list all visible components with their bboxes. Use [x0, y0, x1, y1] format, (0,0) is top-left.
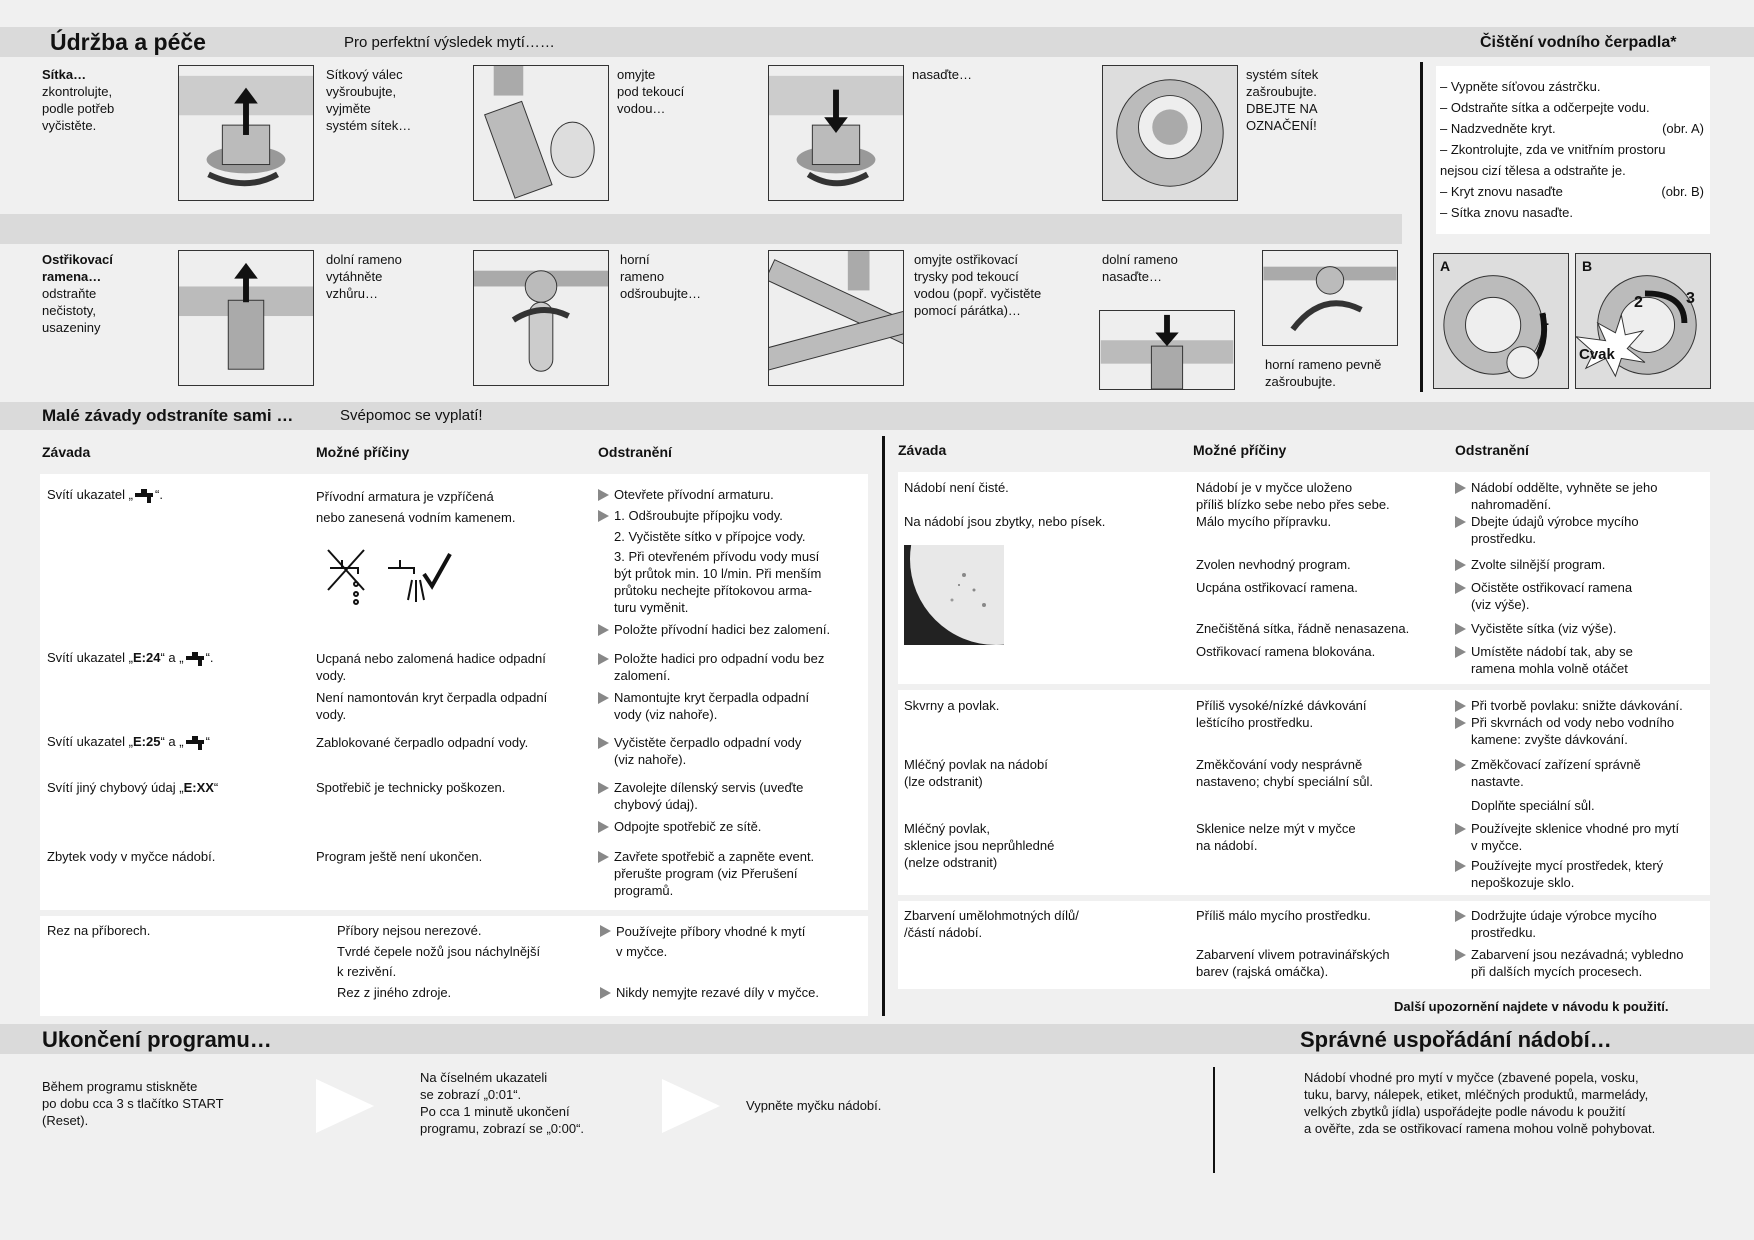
faucet-icon [184, 652, 206, 666]
arms-step2-text: horní rameno odšroubujte… [620, 252, 701, 301]
bottom-divider-line [1213, 1067, 1215, 1173]
pump-step: – Sítka znovu nasaďte. [1440, 205, 1574, 220]
upper-arm-screw-image [1262, 250, 1398, 346]
right-b-fault3: Mléčný povlak, sklenice jsou neprůhledné (nelze odstranit) [904, 821, 1055, 870]
pump-label-a: A [1440, 258, 1451, 274]
right-col-remedy-header: Odstranění [1455, 442, 1529, 458]
right-a-remedy4: Očistěte ostřikovací ramena (viz výše). [1455, 579, 1632, 613]
fault-row1-remedy1: Otevřete přívodní armaturu. [598, 486, 774, 503]
arrangement-title: Správné uspořádání nádobí… [1300, 1027, 1612, 1052]
end-program-title: Ukončení programu… [42, 1027, 272, 1052]
right-b-remedy4: Doplňte speciální sůl. [1471, 798, 1595, 813]
fault-row2-remedy2: Namontujte kryt čerpadla odpadní vody (viz nahoře). [598, 689, 809, 723]
pump-title: Čištění vodního čerpadla* [1480, 34, 1677, 51]
right-b-fault1: Skvrny a povlak. [904, 698, 1000, 713]
fault-row6-cause: Příbory nejsou nerezové. Tvrdé čepele nožů jsou náchylnější k rezivění. Rez z jiného zdroje. [337, 923, 541, 1000]
fault-row1-cause: Přívodní armatura je vzpříčená nebo zanesená vodním kamenem. [316, 489, 516, 525]
fault-row1-remedy2: 1. Odšroubujte přípojku vody. [598, 507, 783, 524]
filters-step1-text: Sítkový válec vyšroubujte, vyjměte systém sítek… [326, 67, 412, 133]
pump-click-label: Cvak [1579, 346, 1615, 363]
pump-step: – Zkontrolujte, zda ve vnitřním prostoru [1440, 142, 1666, 157]
pump-step: – Nadzvedněte kryt. (obr. A) [1440, 121, 1704, 136]
right-a-remedy5: Vyčistěte sítka (viz výše). [1455, 620, 1616, 637]
page-subtitle: Pro perfektní výsledek mytí…… [344, 34, 555, 51]
right-b-remedy1: Při tvorbě povlaku: snižte dávkování. [1455, 697, 1683, 714]
right-b-remedy3: Změkčovací zařízení správně nastavte. [1455, 756, 1641, 790]
left-col-cause-header: Možné příčiny [316, 444, 410, 460]
pump-num-1: 1 [1540, 312, 1549, 329]
page-title: Údržba a péče [50, 29, 206, 55]
further-notes: Další upozornění najdete v návodu k použití. [1394, 999, 1669, 1014]
faucet-closed-open-icons [320, 544, 454, 606]
fault-row2-fault: Svítí ukazatel „E:24“ a „ “. [47, 650, 214, 665]
fault-row6-remedy2: Nikdy nemyjte rezavé díly v myčce. [600, 984, 819, 1001]
fault-row1-remedy2b: 2. Vyčistěte sítko v přípojce vody. [614, 529, 806, 544]
pump-step: – Kryt znovu nasaďte (obr. B) [1440, 184, 1704, 199]
lower-arm-insert-image [1099, 310, 1235, 390]
filters-intro-text: zkontrolujte, podle potřeb vyčistěte. [42, 84, 115, 133]
fault-row4-remedy1: Zavolejte dílenský servis (uveďte chybový údaj). [598, 779, 803, 813]
right-a-cause5: Znečištěná sítka, řádně nenasazena. [1196, 621, 1410, 636]
fault-row5-fault: Zbytek vody v myčce nádobí. [47, 849, 216, 864]
right-b-remedy2: Při skvrnách od vody nebo vodního kamene: zvyšte dávkování. [1455, 714, 1674, 748]
fault-row1-fault: Svítí ukazatel „ “. [47, 487, 163, 502]
row-divider-band [0, 214, 1402, 244]
right-c-cause1: Příliš málo mycího prostředku. [1196, 908, 1371, 923]
arms-step4-text: dolní rameno nasaďte… [1102, 252, 1178, 284]
right-b-fault2: Mléčný povlak na nádobí (lze odstranit) [904, 757, 1048, 789]
faucet-icon [133, 489, 155, 503]
faucet-icon [184, 736, 206, 750]
end-program-step3: Vypněte myčku nádobí. [746, 1098, 882, 1113]
arms-step1-text: dolní rameno vytáhněte vzhůru… [326, 252, 402, 301]
right-a-cause6: Ostřikovací ramena blokována. [1196, 644, 1376, 659]
right-b-cause3: Sklenice nelze mýt v myčce na nádobí. [1196, 821, 1356, 853]
right-a-remedy2: Dbejte údajů výrobce mycího prostředku. [1455, 513, 1639, 547]
right-b-cause1: Příliš vysoké/nízké dávkování leštícího prostředku. [1196, 698, 1367, 730]
filter-remove-image [178, 65, 314, 201]
right-b-remedy5: Používejte sklenice vhodné pro mytí v myčce. [1455, 820, 1679, 854]
fault-row1-remedy3: Položte přívodní hadici bez zalomení. [598, 621, 830, 638]
pump-num-3: 3 [1686, 290, 1695, 307]
arrow-right-icon [662, 1079, 720, 1133]
fault-row6-fault: Rez na příborech. [47, 923, 151, 938]
right-a-cause1: Nádobí je v myčce uloženo příliš blízko sebe nebo přes sebe. [1196, 480, 1390, 512]
pump-label-b: B [1582, 258, 1593, 274]
left-col-fault-header: Závada [42, 444, 91, 460]
right-c-remedy1: Dodržujte údaje výrobce mycího prostředku. [1455, 907, 1657, 941]
right-a-remedy1: Nádobí oddělte, vyhněte se jeho nahromadění. [1455, 479, 1657, 513]
pump-step: nejsou cizí tělesa a odstraňte je. [1440, 163, 1626, 178]
right-a-cause4: Ucpána ostřikovací ramena. [1196, 580, 1358, 595]
right-a-cause2: Málo mycího přípravku. [1196, 514, 1332, 529]
fault-row2-cause1: Ucpaná nebo zalomená hadice odpadní vody. [316, 651, 546, 683]
pump-steps-list [1440, 78, 1704, 225]
right-col-fault-header: Závada [898, 442, 947, 458]
right-a-cause3: Zvolen nevhodný program. [1196, 557, 1351, 572]
filters-intro-title: Sítka… [42, 67, 87, 82]
arms-step5-text: horní rameno pevně zašroubujte. [1265, 357, 1382, 389]
fault-row4-fault: Svítí jiný chybový údaj „E:XX“ [47, 780, 219, 795]
fault-row2-remedy1: Položte hadici pro odpadní vodu bez zalomení. [598, 650, 824, 684]
arms-intro-title: Ostřikovací ramena… [42, 252, 113, 284]
end-program-step1: Během programu stiskněte po dobu cca 3 s tlačítko START (Reset). [42, 1079, 224, 1128]
right-b-cause2: Změkčování vody nesprávně nastaveno; chybí speciální sůl. [1196, 757, 1374, 789]
arrow-right-icon [316, 1079, 374, 1133]
arrangement-text: Nádobí vhodné pro mytí v myčce (zbavené popela, vosku, tuku, barvy, nálepek, etiket, mléčných produktů, marmelády, velkých zbytků jídla) uspořádejte podle návodu k použití a ověřte, zda se ostřikovací ramena mohou volně pohybovat. [1304, 1070, 1656, 1136]
fault-row6-remedy1: Používejte příbory vhodné k mytí v myčce. [600, 922, 805, 962]
right-a-remedy3: Zvolte silnější program. [1455, 556, 1605, 573]
filters-step3-text: nasaďte… [912, 67, 973, 82]
pump-step: – Odstraňte sítka a odčerpejte vodu. [1440, 100, 1650, 115]
end-program-step2: Na číselném ukazateli se zobrazí „0:01“. Po cca 1 minutě ukončení programu, zobrazí se „0:00“. [420, 1070, 585, 1136]
fault-row3-remedy: Vyčistěte čerpadlo odpadní vody (viz nahoře). [598, 734, 801, 768]
filters-step4-text: systém sítek zašroubujte. DBEJTE NA OZNAČENÍ! [1246, 67, 1319, 133]
right-a-remedy6: Umístěte nádobí tak, aby se ramena mohla volně otáčet [1455, 643, 1633, 677]
right-col-cause-header: Možné příčiny [1193, 442, 1287, 458]
faults-center-divider [882, 436, 885, 1016]
right-a-fault1: Nádobí není čisté. [904, 480, 1009, 495]
right-c-remedy2: Zabarvení jsou nezávadná; vybledno při dalších mycích procesech. [1455, 946, 1683, 980]
fault-row2-cause2: Není namontován kryt čerpadla odpadní vody. [316, 690, 548, 722]
upper-arm-unscrew-image [473, 250, 609, 386]
right-c-cause2: Zabarvení vlivem potravinářských barev (rajská omáčka). [1196, 947, 1390, 979]
pump-num-2: 2 [1634, 294, 1643, 311]
fault-row1-remedy2c: 3. Při otevřeném přívodu vody musí být průtok min. 10 l/min. Při menším průtoku nechejte přítokovou arma- turu vyměnit. [614, 549, 822, 615]
arms-step3-text: omyjte ostřikovací trysky pod tekoucí vodou (popř. vyčistěte pomocí párátka)… [914, 252, 1042, 318]
pump-cover-lift-image [1433, 253, 1569, 389]
faults-subtitle: Svépomoc se vyplatí! [340, 407, 483, 424]
pump-divider-line [1420, 62, 1423, 392]
fault-row3-cause: Zablokované čerpadlo odpadní vody. [316, 735, 529, 750]
pump-step: – Vypněte síťovou zástrčku. [1440, 79, 1601, 94]
pump-cover-replace-image [1575, 253, 1711, 389]
fault-row4-cause: Spotřebič je technicky poškozen. [316, 780, 506, 795]
fault-row4-remedy2: Odpojte spotřebič ze sítě. [598, 818, 761, 835]
dirty-plate-image [904, 545, 1004, 645]
fault-row5-cause: Program ještě není ukončen. [316, 849, 483, 864]
right-a-fault2: Na nádobí jsou zbytky, nebo písek. [904, 514, 1106, 529]
arms-intro-text: odstraňte nečistoty, usazeniny [42, 286, 101, 335]
filter-wash-image [473, 65, 609, 201]
filter-lock-image [1102, 65, 1238, 201]
fault-row3-fault: Svítí ukazatel „E:25“ a „ “ [47, 734, 210, 749]
arm-wash-image [768, 250, 904, 386]
filter-insert-image [768, 65, 904, 201]
fault-row5-remedy: Zavřete spotřebič a zapněte event. přerušte program (viz Přerušení programů. [598, 848, 814, 899]
right-b-remedy6: Používejte mycí prostředek, který nepoškozuje sklo. [1455, 857, 1663, 891]
filters-step2-text: omyjte pod tekoucí vodou… [617, 67, 685, 116]
right-c-fault: Zbarvení umělohmotných dílů/ /částí nádobí. [904, 908, 1079, 940]
faults-title: Malé závady odstraníte sami … [42, 406, 294, 425]
left-col-remedy-header: Odstranění [598, 444, 672, 460]
lower-arm-remove-image [178, 250, 314, 386]
